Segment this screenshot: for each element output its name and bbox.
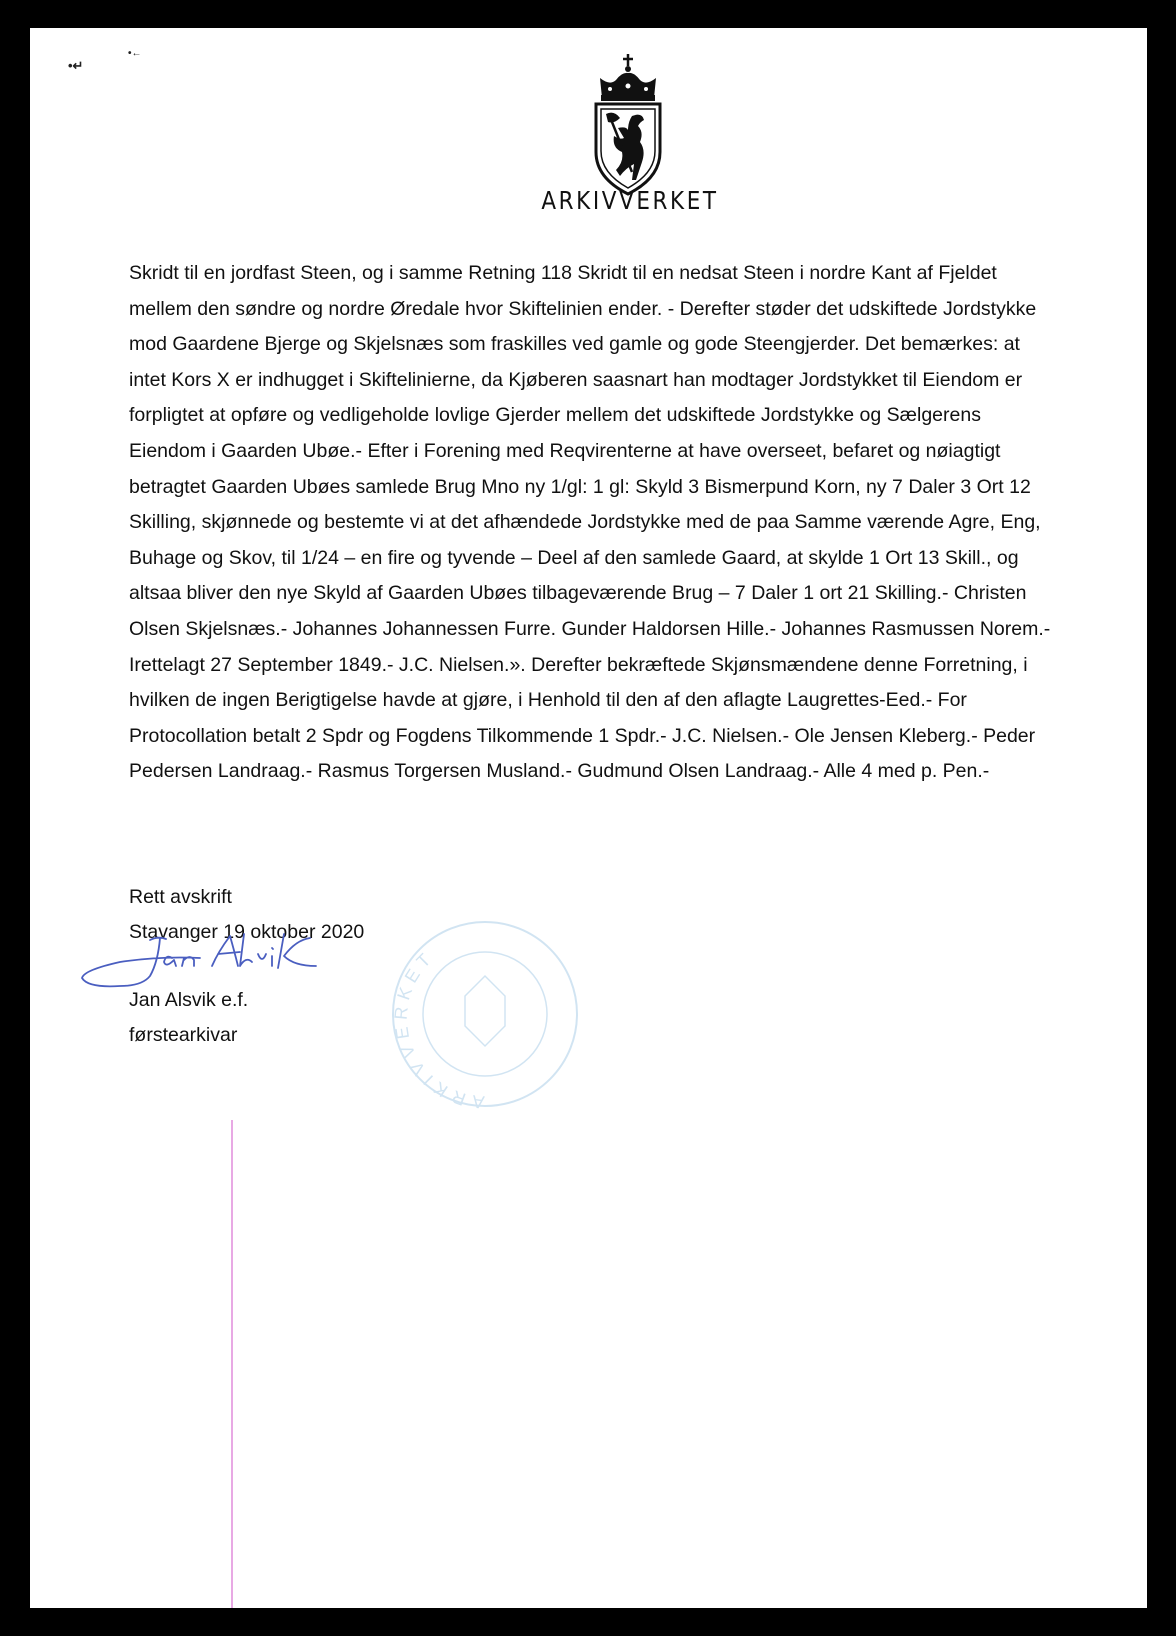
organization-name: ARKIVVERKET [541,186,719,215]
archive-stamp [385,916,585,1111]
signer-name: Jan Alsvik e.f. [129,989,249,1011]
text-line: betragtet Gaarden Ubøes samlede Brug Mno ny 1/gl: 1 gl: Skyld 3 Bismerpund Korn, ny 7 Daler 3 Ort 12 [129,475,1031,498]
svg-text:ARKIVVERKET [391,946,486,1111]
stamp-ring-text: ARKIVVERKET [390,945,486,1111]
text-line: Olsen Skjelsnæs.- Johannes Johannessen Furre. Gunder Haldorsen Hille.- Johannes Rasmussen Norem.- [129,617,1051,640]
text-line: Eiendom i Gaarden Ubøe.- Efter i Forening med Reqvirenterne at have overseet, befaret og nøiagtigt [129,439,1001,462]
signer-title: førstearkivar [129,1024,238,1046]
text-line: Pedersen Landraag.- Rasmus Torgersen Musland.- Gudmund Olsen Landraag.- Alle 4 med p. Pen.- [129,760,990,783]
scan-mark: •↵ [68,58,84,73]
margin-line [231,1120,233,1608]
text-line: forpligtet at opføre og vedligeholde lovlige Gjerder mellem det udskiftede Jordstykke og Sælgerens [129,404,981,427]
text-line: altsaa bliver den nye Skyld af Gaarden Ubøes tilbageværende Brug – 7 Daler 1 ort 21 Skilling.- Christen [129,582,1027,605]
norwegian-coat-of-arms-icon [588,52,668,198]
handwritten-signature [80,932,330,1007]
text-line: hvilken de ingen Berigtigelse havde at gjøre, i Henhold til den af den aflagte Laugrettes-Eed.- For [129,689,967,712]
transcription-text [129,256,1134,790]
scan-mark: •← [128,48,142,59]
text-line: intet Kors X er indhugget i Skiftelinierne, da Kjøberen saasnart han modtager Jordstykket til Eiendom er [129,368,1023,391]
certification-text: Rett avskrift [129,886,232,908]
text-line: Skilling, skjønnede og bestemte vi at det afhændede Jordstykke med de paa Samme værende Agre, Eng, [129,511,1041,534]
text-line: Buhage og Skov, til 1/24 – en fire og tyvende – Deel af den samlede Gaard, at skylde 1 Ort 13 Skill., og [129,546,1019,569]
text-line: Skridt til en jordfast Steen, og i samme Retning 118 Skridt til en nedsat Steen i nordre Kant af Fjeldet [129,262,997,284]
text-line: mellem den søndre og nordre Øredale hvor Skiftelinien ender. - Derefter støder det udskiftede Jordstykke [129,297,1037,320]
text-line: Protocollation betalt 2 Spdr og Fogdens Tilkommende 1 Spdr.- J.C. Nielsen.- Ole Jensen Kleberg.- Peder [129,724,1036,747]
document-page [30,28,1147,1608]
text-line: mod Gaardene Bjerge og Skjelsnæs som fraskilles ved gamle og gode Steengjerder. Det bemærkes: at [129,333,1020,356]
text-line: Irettelagt 27 September 1849.- J.C. Nielsen.». Derefter bekræftede Skjønsmændene denne Forretning, i [129,653,1028,676]
place-date: Stavanger 19 oktober 2020 [129,921,365,943]
